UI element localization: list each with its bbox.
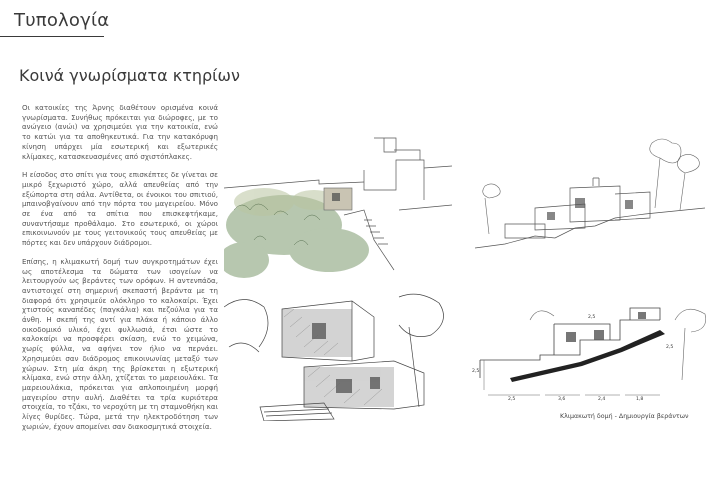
sketch-house-garden <box>224 130 452 282</box>
sketch-house-section <box>475 138 705 270</box>
sketch-veranda <box>224 287 456 421</box>
paragraph-2: Η είσοδος στο σπίτι για τους επισκέπτες δε γίνεται σε μικρό ξεχωριστό χώρο, αλλά απευθείας από την εξώπορτα στη σάλα. Αντίθετα, οι ένοικοι του σπιτιού, μπαινοβγαίνουν από την πόρτα του μαγειρείου. Μόνο σε ένα από τα σπίτια που επισκεφτήκαμε, συναντήσαμε προθάλαμο. Στο εσωτερικό, οι χώροι επικοινωνούν με τους γειτονικούς τους απευθείας με πόρτες και δεν υπάρχουν διάδρομοι. <box>22 170 218 248</box>
dimension-label: 2,5 <box>666 345 674 350</box>
header-underline <box>0 36 104 37</box>
section-title: Κοινά γνωρίσματα κτηρίων <box>19 66 240 85</box>
dimension-label: 2,5 <box>472 369 480 374</box>
sketch-stepped-section <box>470 300 710 408</box>
paragraph-3: Επίσης, η κλιμακωτή δομή των συγκροτημάτων έχει ως αποτέλεσμα τα δώματα των ισογείων να λειτουργούν ως βεράντες των ορόφων. Η αντενπάδα, αντιστοιχεί στη σημερινή σκεπαστή βεράντα με τη διαφορά ότι χρησιμεύε ολόκληρο το καλοκαίρι. Έχει χτιστούς καναπέδες (παγκάλια) και πεζούλια για τα άνθη. Η σκεπή της αντί για πλάκα ή κάποιο άλλο οικοδομικό υλικό, έχει φυλλωσιά, έτσι ώστε το καλοκαίρι να προσφέρει σκίαση, ενώ το χειμώνα, χωρίς φύλλα, να αφήνει τον ήλιο να περνάει. Χρησιμεύει σαν διάδρομος επικοινωνίας μεταξύ των χώρων. Στη μία άκρη της βρίσκεται η εξωτερική κλίμακα, ενώ στην άλλη, χτίζεται το μαρειουλάκι. Τα μαρειουλάκια, πρόκειται για απλοποιημένη μορφή μαγειρίου στην αυλή. Διαθέτει τα τρία κυριότερα στοιχεία, το τζάκι, το νεροχύτη με τη σταμνοθήκη και λίγες θυρίδες. Τώρα, μετά την ηλεκτροδότηση των χωριών, έχουν απομείνει σαν διακοσμητικά στοιχεία. <box>22 256 218 431</box>
page-title: Τυπολογία <box>14 10 110 31</box>
dimension-label: 2,5 <box>588 315 596 320</box>
paragraph-1: Οι κατοικίες της Άρνης διαθέτουν ορισμένα κοινά γνωρίσματα. Συνήθως πρόκειται για διώροφες, με το ανώγειο (ανώι) να χρησιμεύει για την κατοικία, ενώ το κατώι για τα αποθηκευτικά. Για την κατακόρυφη κίνηση υπάρχει μία εσωτερική και εξωτερικές κλίμακες, κατασκευασμένες από σχιστόπλακες. <box>22 103 218 161</box>
figure-caption: Κλιμακωτή δομή - Δημιουργία βεράντων <box>560 413 689 420</box>
dimension-label: 2,5 <box>508 397 516 402</box>
page-header <box>0 0 715 37</box>
body-text <box>22 103 218 441</box>
dimension-label: 2,4 <box>598 397 606 402</box>
dimension-label: 3,6 <box>558 397 566 402</box>
dimension-label: 1,8 <box>636 397 644 402</box>
